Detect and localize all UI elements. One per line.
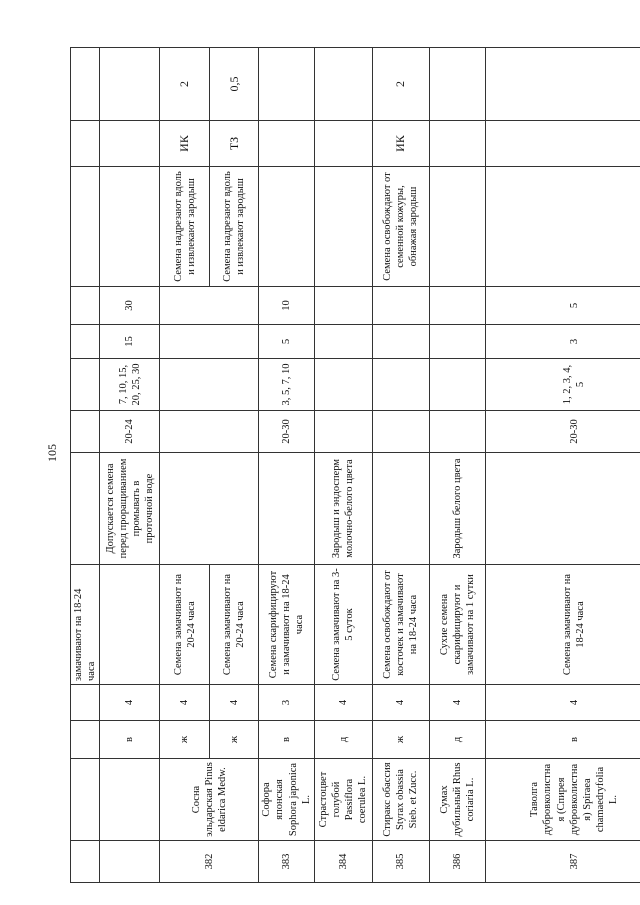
cell-num: 385 <box>372 841 429 883</box>
cell-code: в <box>485 721 640 759</box>
cell-days1 <box>429 359 485 411</box>
cell-empty <box>71 453 100 565</box>
cell-temp: 20-30 <box>259 411 315 453</box>
cell-test <box>259 121 315 167</box>
cell-empty <box>100 48 160 121</box>
table-row <box>259 48 315 883</box>
table-row <box>485 48 640 883</box>
cell-value <box>314 48 372 121</box>
cell-empty <box>71 121 100 167</box>
cell-method <box>314 167 372 287</box>
cell-note: Зародыш белого цвета <box>429 453 485 565</box>
cell-temp: 20-24 <box>100 411 160 453</box>
cell-temp <box>160 411 259 453</box>
cell-species: Софора японская Sophora japonica L. <box>259 759 315 841</box>
cell-treatment: Сухие семена скарифицируют и замачивают на 1 сутки <box>429 565 485 685</box>
cell-col4: 4 <box>160 685 210 721</box>
cell-species: Сумах дубильный Rhus coriaria L. <box>429 759 485 841</box>
cell-days2 <box>314 325 372 359</box>
cell-days3: 5 <box>485 287 640 325</box>
cell-note <box>485 453 640 565</box>
cell-treatment: Семена освобождают от косточек и замачивают на 18-24 часа <box>372 565 429 685</box>
cell-code: д <box>314 721 372 759</box>
cell-empty <box>100 759 160 841</box>
cell-num: 384 <box>314 841 372 883</box>
cell-value: 0,5 <box>210 48 259 121</box>
table-row <box>429 48 485 883</box>
cell-value: 2 <box>160 48 210 121</box>
cell-num: 382 <box>160 841 259 883</box>
cell-days1: 3, 5, 7, 10 <box>259 359 315 411</box>
cell-days2: 5 <box>259 325 315 359</box>
cell-num: 383 <box>259 841 315 883</box>
cell-days2 <box>372 325 429 359</box>
cell-species: Таволга дубровколистная (Спирея дубровколистная) Spiraea chamaedryfolia L. <box>485 759 640 841</box>
cell-days3 <box>314 287 372 325</box>
cell-empty <box>100 565 160 685</box>
cell-treatment: Семена замачивают на 3-5 суток <box>314 565 372 685</box>
cell-col4: 3 <box>259 685 315 721</box>
cell-num: 386 <box>429 841 485 883</box>
cell-species: Сосна эльдарская Pinus eldarica Medw. <box>160 759 259 841</box>
cell-method <box>429 167 485 287</box>
cell-empty <box>100 167 160 287</box>
cell-code: ж <box>160 721 210 759</box>
cell-treatment: Семена замачивают на 20-24 часа <box>160 565 210 685</box>
cell-value <box>485 48 640 121</box>
cell-days3 <box>160 287 259 325</box>
cell-note <box>160 453 259 565</box>
cell-days2 <box>429 325 485 359</box>
cell-value <box>259 48 315 121</box>
cell-col4: 4 <box>100 685 160 721</box>
table-wrapper <box>70 48 635 883</box>
cell-empty <box>71 167 100 287</box>
cell-empty <box>100 121 160 167</box>
cell-col4: 4 <box>429 685 485 721</box>
cell-code: ж <box>372 721 429 759</box>
cell-test: ИК <box>160 121 210 167</box>
cell-empty <box>71 287 100 325</box>
cell-empty <box>71 841 100 883</box>
cell-days2: 3 <box>485 325 640 359</box>
cell-days2: 15 <box>100 325 160 359</box>
cell-empty <box>71 685 100 721</box>
cell-code: в <box>259 721 315 759</box>
cell-test: ТЗ <box>210 121 259 167</box>
page-number: 105 <box>45 444 59 462</box>
cell-method: Семена надрезают вдоль и извлекают зародыш <box>210 167 259 287</box>
cell-empty <box>100 841 160 883</box>
cell-empty <box>71 359 100 411</box>
cell-days1 <box>314 359 372 411</box>
cell-days1 <box>160 359 259 411</box>
cell-temp: 20-30 <box>485 411 640 453</box>
cell-temp <box>372 411 429 453</box>
cell-method <box>259 167 315 287</box>
cell-temp <box>429 411 485 453</box>
cell-note <box>372 453 429 565</box>
cell-note: Допускается семена перед проращиванием промывать в проточной воде <box>100 453 160 565</box>
cell-code: д <box>429 721 485 759</box>
cell-treatment: Семена замачивают на 18-24 часа <box>485 565 640 685</box>
cell-days1: 7, 10, 15, 20, 25, 30 <box>100 359 160 411</box>
seed-table <box>70 47 640 883</box>
cell-species: Страстоцвет голубой Passiflora coerulea L. <box>314 759 372 841</box>
cell-test <box>314 121 372 167</box>
cell-code: ж <box>210 721 259 759</box>
rotated-table-area <box>70 48 640 870</box>
cell-days3 <box>372 287 429 325</box>
cell-col4: 4 <box>210 685 259 721</box>
table-row <box>372 48 429 883</box>
cell-method <box>485 167 640 287</box>
continuation-text: замачивают на 18-24 часа <box>71 565 100 685</box>
cell-days1: 1, 2, 3, 4, 5 <box>485 359 640 411</box>
table-row <box>314 48 372 883</box>
cell-test <box>485 121 640 167</box>
cell-col4: 4 <box>314 685 372 721</box>
cell-note: Зародыш и эндосперм молочно-белого цвета <box>314 453 372 565</box>
cell-days3: 10 <box>259 287 315 325</box>
cell-empty <box>71 325 100 359</box>
cell-test <box>429 121 485 167</box>
cell-empty <box>71 48 100 121</box>
cell-method: Семена освобождают от семенной кожуры, обнажая зародыш <box>372 167 429 287</box>
cell-empty <box>71 721 100 759</box>
cell-temp <box>314 411 372 453</box>
cell-value: 2 <box>372 48 429 121</box>
cell-species: Стиракс обаccия Styrax obassia Sieb. et Zucc. <box>372 759 429 841</box>
cell-treatment: Семена замачивают на 20-24 часа <box>210 565 259 685</box>
cell-treatment: Семена скарифицируют и замачивают на 18-24 часа <box>259 565 315 685</box>
cell-test: ИК <box>372 121 429 167</box>
table-row-continuation <box>71 48 100 883</box>
cell-days3 <box>429 287 485 325</box>
table-row-top <box>100 48 160 883</box>
cell-code: в <box>100 721 160 759</box>
cell-days3: 30 <box>100 287 160 325</box>
cell-days2 <box>160 325 259 359</box>
cell-num: 387 <box>485 841 640 883</box>
cell-days1 <box>372 359 429 411</box>
cell-note <box>259 453 315 565</box>
cell-empty <box>71 759 100 841</box>
table-row <box>160 48 210 883</box>
cell-col4: 4 <box>372 685 429 721</box>
cell-empty <box>71 411 100 453</box>
cell-value <box>429 48 485 121</box>
cell-col4: 4 <box>485 685 640 721</box>
cell-method: Семена надрезают вдоль и извлекают зародыш <box>160 167 210 287</box>
